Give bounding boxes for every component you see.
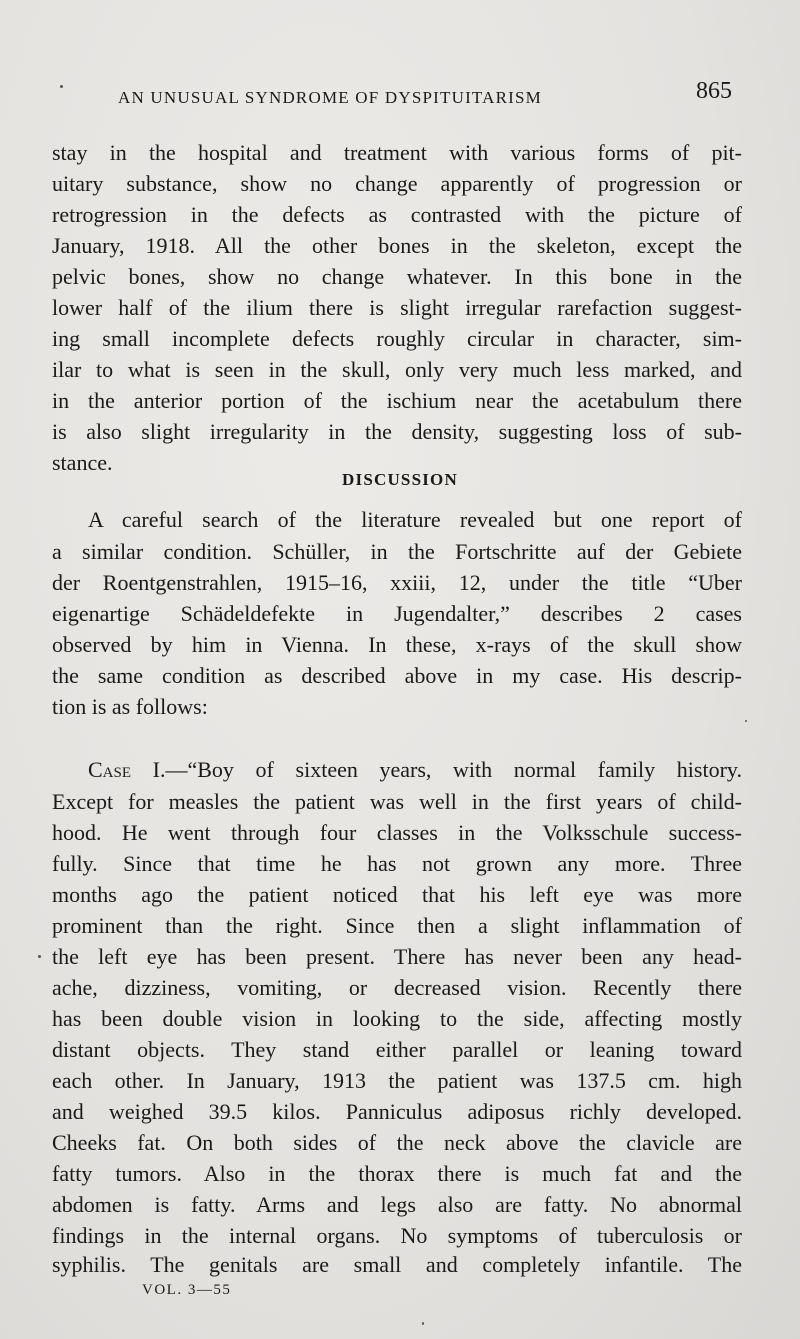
body-line: January, 1918. All the other bones in the skeleton, except the (52, 233, 742, 258)
body-line: prominent than the right. Since then a slight inflammation of (52, 913, 742, 938)
scan-speck (745, 720, 747, 722)
body-line: the same condition as described above in my case. His descrip- (52, 663, 742, 688)
case-text: —“Boy of sixteen years, with normal family history. (165, 757, 742, 782)
scan-speck (422, 1322, 424, 1325)
body-line: fatty tumors. Also in the thorax there is much fat and the (52, 1161, 742, 1186)
body-line: ilar to what is seen in the skull, only very much less marked, and (52, 357, 742, 382)
body-line: uitary substance, show no change apparently of progression or (52, 171, 742, 196)
body-line: fully. Since that time he has not grown any more. Three (52, 851, 742, 876)
body-line: stay in the hospital and treatment with various forms of pit- (52, 140, 742, 165)
body-line: Cheeks fat. On both sides of the neck above the clavicle are (52, 1130, 742, 1155)
body-line: hood. He went through four classes in the Volksschule success- (52, 820, 742, 845)
section-heading: DISCUSSION (342, 470, 458, 489)
body-line: retrogression in the defects as contrasted with the picture of (52, 202, 742, 227)
body-line: A careful search of the literature revealed but one report of (88, 507, 742, 532)
case-label: Case I. (88, 757, 166, 782)
body-line: has been double vision in looking to the side, affecting mostly (52, 1006, 742, 1031)
body-line: each other. In January, 1913 the patient was 137.5 cm. high (52, 1068, 742, 1093)
body-line: stance. (52, 450, 113, 475)
page-number: 865 (696, 78, 732, 104)
body-line: is also slight irregularity in the density, suggesting loss of sub- (52, 419, 742, 444)
body-line: the left eye has been present. There has never been any head- (52, 944, 742, 969)
scan-speck (60, 85, 63, 88)
body-line: months ago the patient noticed that his left eye was more (52, 882, 742, 907)
body-line: lower half of the ilium there is slight irregular rarefaction suggest- (52, 295, 742, 320)
body-line: ing small incomplete defects roughly circular in character, sim- (52, 326, 742, 351)
body-line: Except for measles the patient was well in the first years of child- (52, 789, 742, 814)
body-line: eigenartige Schädeldefekte in Jugendalter,” describes 2 cases (52, 601, 742, 626)
running-head (118, 78, 732, 118)
body-line: a similar condition. Schüller, in the Fortschritte auf der Gebiete (52, 539, 742, 564)
body-line: observed by him in Vienna. In these, x-rays of the skull show (52, 632, 742, 657)
body-line: syphilis. The genitals are small and completely infantile. The (52, 1252, 742, 1277)
body-line: in the anterior portion of the ischium near the acetabulum there (52, 388, 742, 413)
running-title: AN UNUSUAL SYNDROME OF DYSPITUITARISM (118, 88, 542, 107)
body-line (88, 755, 742, 785)
body-line: der Roentgenstrahlen, 1915–16, xxiii, 12, under the title “Uber (52, 570, 742, 595)
body-line: ache, dizziness, vomiting, or decreased vision. Recently there (52, 975, 742, 1000)
footer-signature: VOL. 3—55 (142, 1282, 232, 1298)
scan-speck (38, 955, 41, 958)
body-line: tion is as follows: (52, 694, 208, 719)
body-line: findings in the internal organs. No symptoms of tuberculosis or (52, 1223, 742, 1248)
body-line: pelvic bones, show no change whatever. In this bone in the (52, 264, 742, 289)
body-line: and weighed 39.5 kilos. Panniculus adiposus richly developed. (52, 1099, 742, 1124)
body-line: distant objects. They stand either parallel or leaning toward (52, 1037, 742, 1062)
body-line: abdomen is fatty. Arms and legs also are fatty. No abnormal (52, 1192, 742, 1217)
